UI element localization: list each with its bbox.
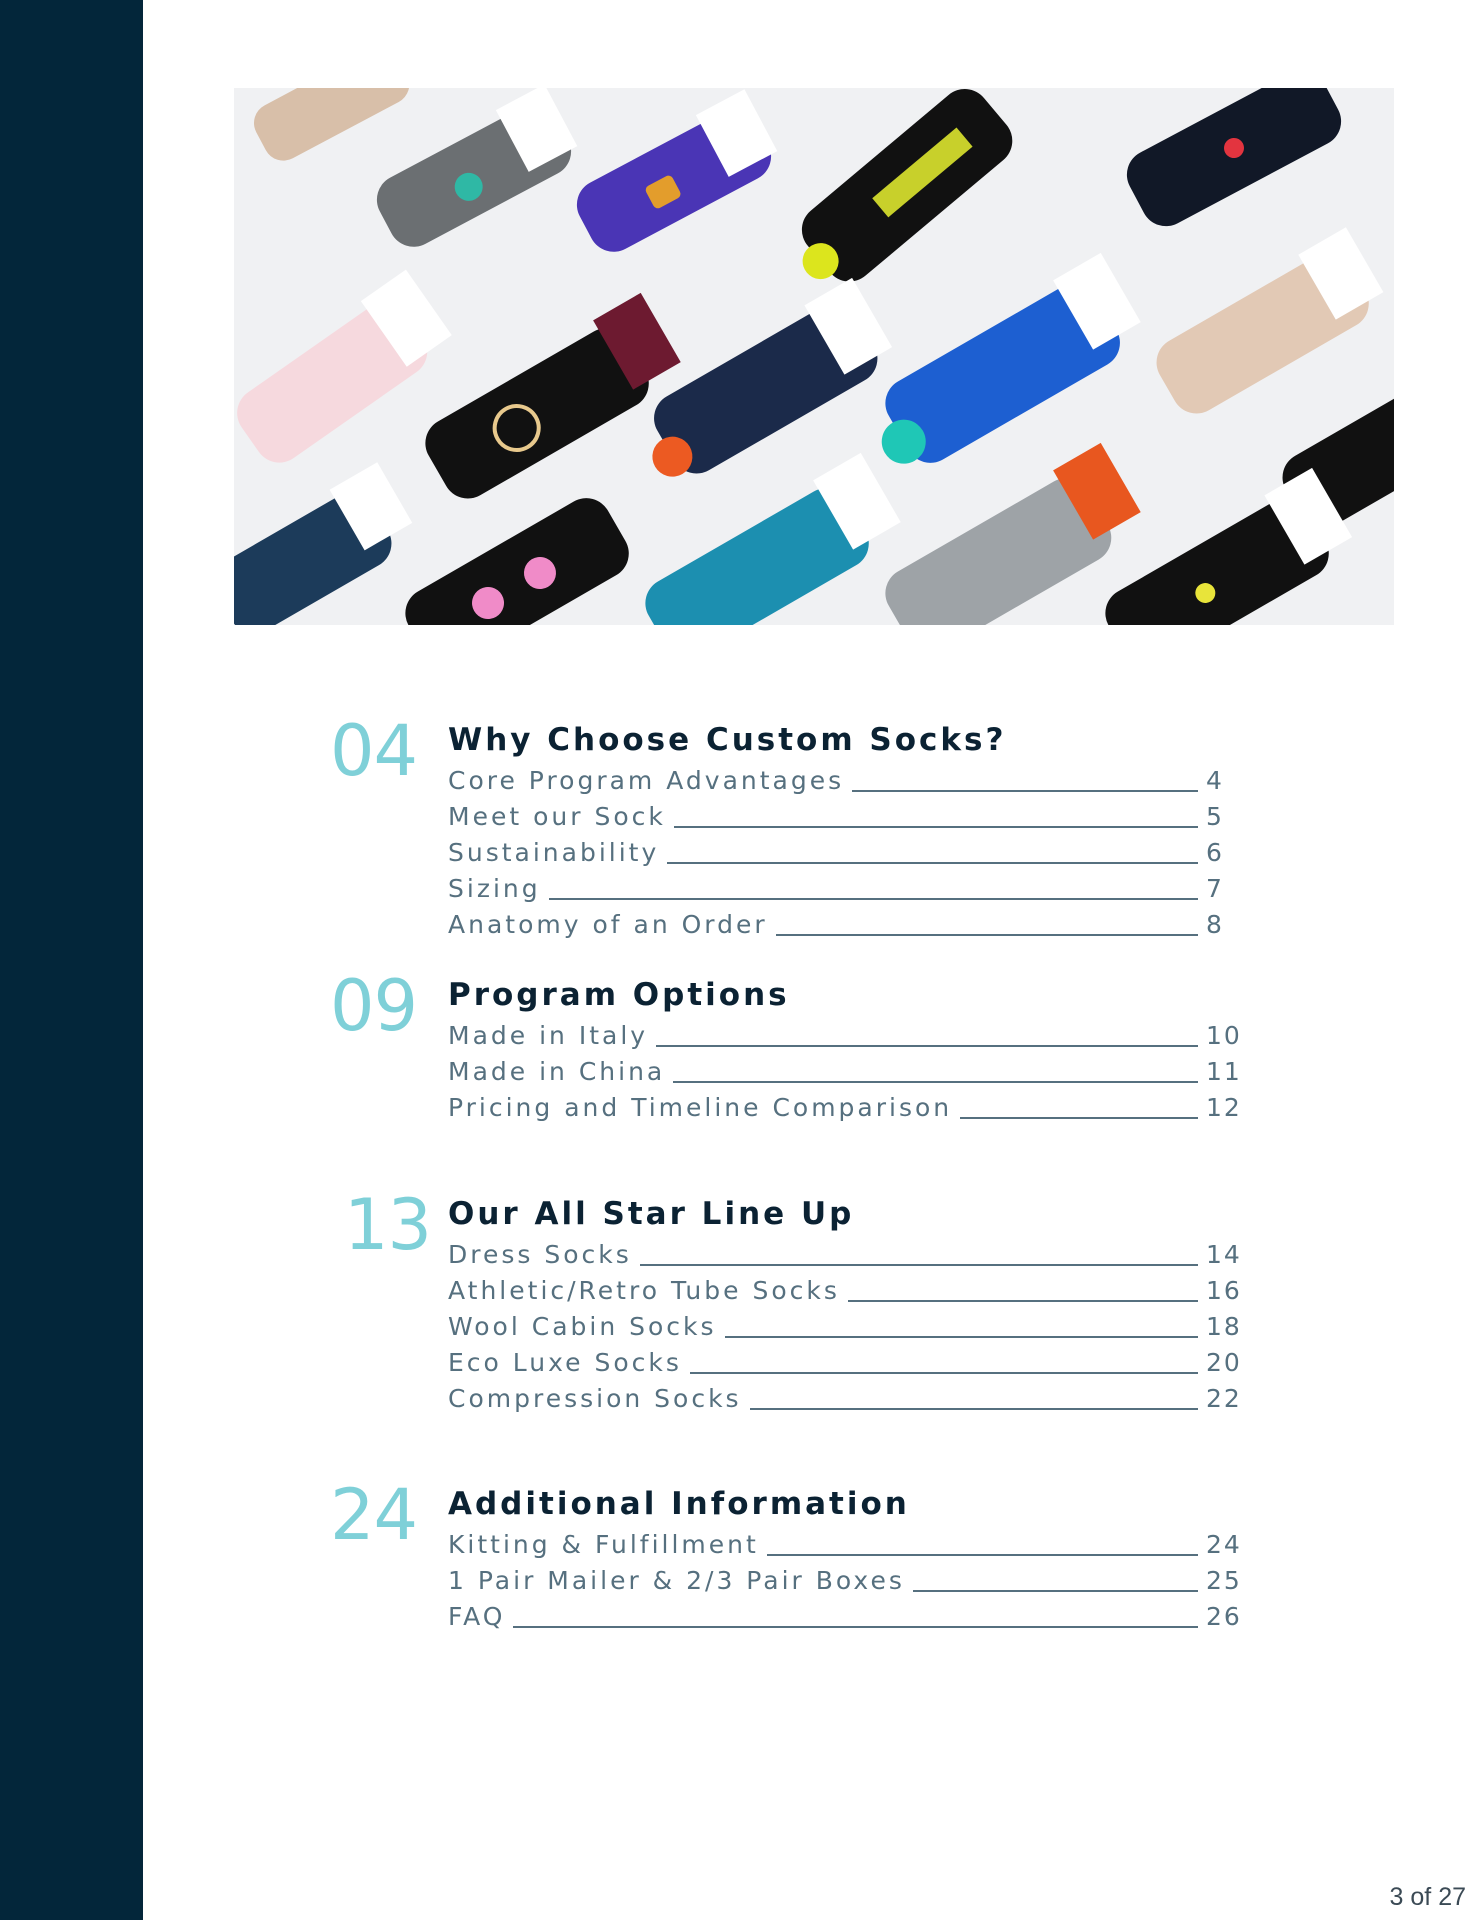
toc-entry[interactable] xyxy=(448,762,1248,796)
entry-label: Sustainability xyxy=(448,838,667,868)
entry-label: Meet our Sock xyxy=(448,802,674,832)
toc-entry[interactable] xyxy=(448,1089,1248,1123)
entry-page: 4 xyxy=(1206,766,1224,795)
entry-label: Anatomy of an Order xyxy=(448,910,776,940)
entry-page: 20 xyxy=(1206,1348,1242,1377)
entry-page: 16 xyxy=(1206,1276,1242,1305)
toc-entry[interactable] xyxy=(448,798,1248,832)
page-indicator: 3 of 27 xyxy=(1389,1883,1466,1911)
toc-entry[interactable] xyxy=(448,1562,1248,1596)
toc-entry[interactable] xyxy=(448,1308,1248,1342)
section-title: Additional Information xyxy=(448,1486,910,1522)
entry-label: Kitting & Fulfillment xyxy=(448,1530,767,1560)
entry-label: 1 Pair Mailer & 2/3 Pair Boxes xyxy=(448,1566,913,1596)
entry-label: Compression Socks xyxy=(448,1384,750,1414)
entry-page: 14 xyxy=(1206,1240,1242,1269)
entry-page: 12 xyxy=(1206,1093,1242,1122)
entry-page: 8 xyxy=(1206,910,1224,939)
toc-entry[interactable] xyxy=(448,1017,1248,1051)
entry-page: 22 xyxy=(1206,1384,1242,1413)
entry-page: 18 xyxy=(1206,1312,1242,1341)
section-number: 09 xyxy=(330,965,418,1047)
entry-page: 10 xyxy=(1206,1021,1242,1050)
entry-page: 7 xyxy=(1206,874,1224,903)
toc-entry[interactable] xyxy=(448,1598,1248,1632)
toc-entry[interactable] xyxy=(448,1272,1248,1306)
toc-entry[interactable] xyxy=(448,1380,1248,1414)
entry-label: Core Program Advantages xyxy=(448,766,852,796)
section-title: Why Choose Custom Socks? xyxy=(448,722,1007,758)
entry-label: Dress Socks xyxy=(448,1240,640,1270)
entry-label: Athletic/Retro Tube Socks xyxy=(448,1276,848,1306)
entry-page: 26 xyxy=(1206,1602,1242,1631)
toc-entry[interactable] xyxy=(448,870,1248,904)
section-title: Our All Star Line Up xyxy=(448,1196,855,1232)
leader-line xyxy=(448,898,1198,900)
toc-entry[interactable] xyxy=(448,1236,1248,1270)
section-number: 24 xyxy=(330,1474,418,1556)
sock-collection-photo xyxy=(234,88,1394,625)
toc-entry[interactable] xyxy=(448,906,1248,940)
toc-entry[interactable] xyxy=(448,834,1248,868)
section-number: 13 xyxy=(344,1184,432,1266)
toc-entry[interactable] xyxy=(448,1344,1248,1378)
toc-entry[interactable] xyxy=(448,1526,1248,1560)
section-number: 04 xyxy=(330,710,418,792)
entry-label: Made in China xyxy=(448,1057,673,1087)
entry-label: FAQ xyxy=(448,1602,513,1632)
leader-line xyxy=(448,1626,1198,1628)
entry-page: 11 xyxy=(1206,1057,1242,1086)
entry-page: 6 xyxy=(1206,838,1224,867)
sidebar-band xyxy=(0,0,143,1920)
entry-page: 5 xyxy=(1206,802,1224,831)
section-title: Program Options xyxy=(448,977,790,1013)
entry-page: 25 xyxy=(1206,1566,1242,1595)
entry-label: Wool Cabin Socks xyxy=(448,1312,725,1342)
toc-entry[interactable] xyxy=(448,1053,1248,1087)
entry-label: Sizing xyxy=(448,874,549,904)
entry-label: Pricing and Timeline Comparison xyxy=(448,1093,960,1123)
entry-label: Made in Italy xyxy=(448,1021,656,1051)
entry-label: Eco Luxe Socks xyxy=(448,1348,690,1378)
hero-sock-photo xyxy=(234,88,1394,625)
entry-page: 24 xyxy=(1206,1530,1242,1559)
